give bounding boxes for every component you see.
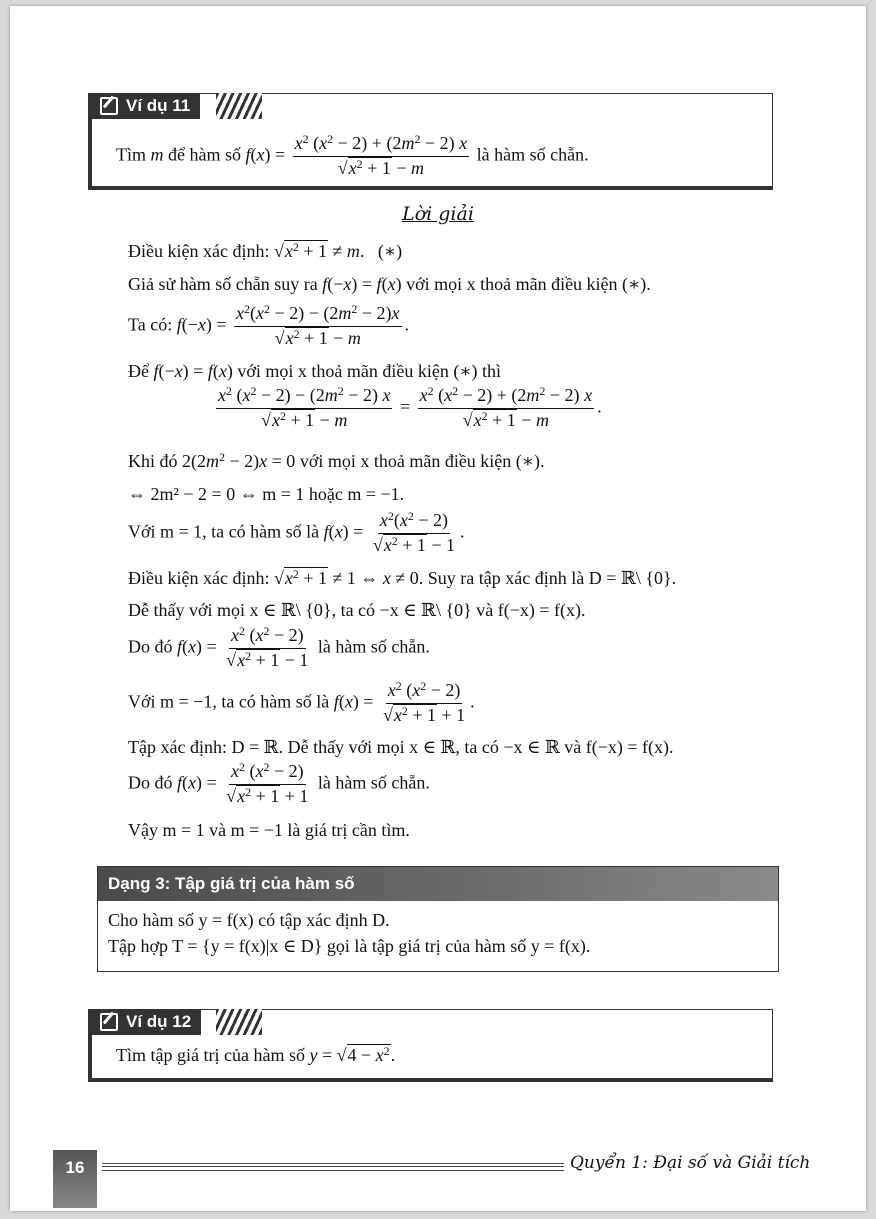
dang-3-line-1: Cho hàm số y = f(x) có tập xác định D. [108, 910, 390, 930]
line-7: ⇔ 2m² − 2 = 0 ⇔ m = 1 hoặc m = −1. [128, 484, 405, 504]
edit-icon [100, 97, 118, 115]
example-12-box [88, 1009, 773, 1082]
dang-3-body [98, 901, 778, 965]
page-number: 16 [53, 1150, 97, 1208]
line-3: Ta có: f(−x) = $\frac{x^2(x^2 - 2) - (2m^2 - 2)x}{√x^2 + 1 - m}$ . [128, 302, 409, 348]
line-4: Để f(−x) = f(x) với mọi x thoả mãn điều kiện (∗) thì [128, 361, 502, 381]
line-12: Với m = −1, ta có hàm số là f(x) = $\frac{x^2 (x^2 - 2)}{√x^2 + 1 + 1}$ . [128, 679, 475, 725]
line-10: Dễ thấy với mọi x ∈ ℝ\ {0}, ta có −x ∈ ℝ\ {0} và f(−x) = f(x). [128, 600, 586, 620]
line-11: Do đó f(x) = $\frac{x^2 (x^2 - 2)}{√x^2 + 1 - 1}$ là hàm số chẵn. [128, 624, 430, 670]
example-11-tag [88, 93, 200, 119]
edit-icon [100, 1013, 118, 1031]
line-15: Vậy m = 1 và m = −1 là giá trị cần tìm. [128, 820, 410, 840]
example-12-label: Ví dụ 12 [126, 1012, 192, 1031]
line-6: Khi đó $2(2m^2 - 2)x = 0$ với mọi x thoả mãn điều kiện (∗). [128, 450, 545, 471]
line-1: Điều kiện xác định: $√x^2 + 1 \ne m$. (∗) [128, 240, 403, 261]
line-14: Do đó f(x) = $\frac{x^2 (x^2 - 2)}{√x^2 + 1 + 1}$ là hàm số chẵn. [128, 760, 430, 806]
line-13: Tập xác định: D = ℝ. Dễ thấy với mọi x ∈ ℝ, ta có −x ∈ ℝ và f(−x) = f(x). [128, 737, 674, 757]
example-11-box [88, 93, 773, 190]
line-9: Điều kiện xác định: $√x^2 + 1 \ne 1$ ⇔ x ≠ 0. Suy ra tập xác định là D = ℝ\ {0}. [128, 567, 677, 588]
book-title: Quyển 1: Đại số và Giải tích [570, 1153, 811, 1173]
solution-title: Lời giải [402, 203, 474, 225]
example-12-tag [88, 1009, 201, 1035]
example-12-prompt: Tìm tập giá trị của hàm số $y = √4 - x^2$. [116, 1044, 396, 1065]
footer-rule [102, 1163, 564, 1171]
dang-3-title: Dạng 3: Tập giá trị của hàm số [98, 867, 778, 901]
tag-hatch [216, 93, 262, 119]
line-8: Với m = 1, ta có hàm số là f(x) = $\frac{x^2(x^2 - 2)}{√x^2 + 1 - 1}$ . [128, 509, 465, 555]
dang-3-line-2: Tập hợp T = {y = f(x)|x ∈ D} gọi là tập giá trị của hàm số y = f(x). [108, 936, 591, 956]
line-2: Giả sử hàm số chẵn suy ra f(−x) = f(x) với mọi x thoả mãn điều kiện (∗). [128, 274, 651, 294]
example-11-prompt: Tìm m để hàm số f(x) = $\frac{x^2 (x^2 - 2) + (2m^2 - 2) x}{√x^2 + 1 - m}$ là hàm số chẵn. [116, 132, 589, 178]
example-11-label: Ví dụ 11 [126, 96, 191, 115]
line-5-equation: $\frac{x^2 (x^2 - 2) - (2m^2 - 2) x}{√x^2 + 1 - m}$ = $\frac{x^2 (x^2 - 2) + (2m^2 - 2) x}{√x^2 + 1 - m}$ . [218, 384, 602, 430]
dang-3-box [97, 866, 779, 972]
tag-hatch [216, 1009, 262, 1035]
